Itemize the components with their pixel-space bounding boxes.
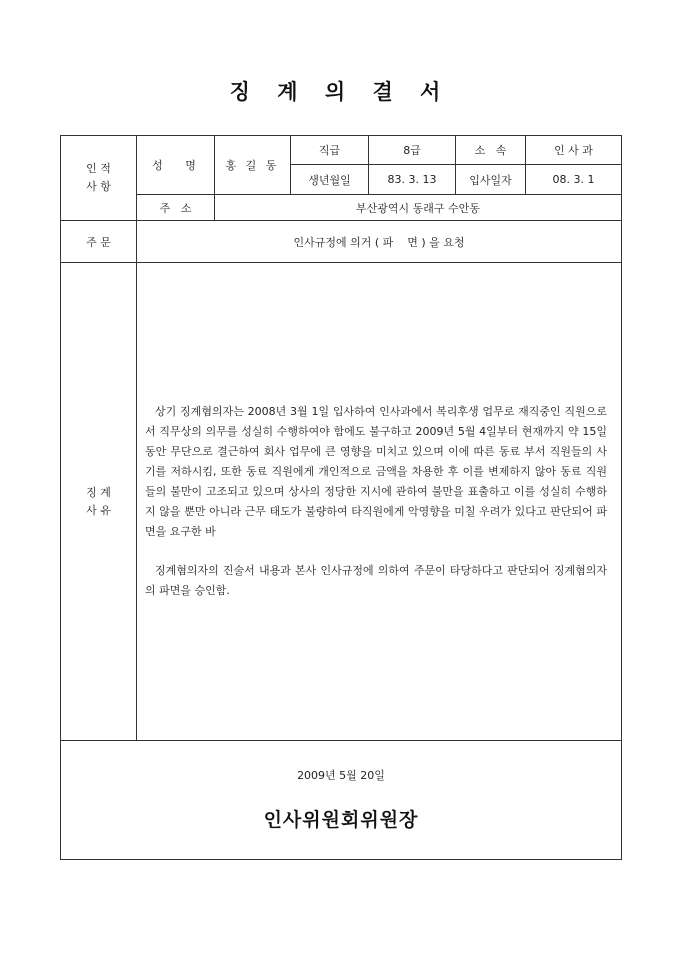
reason-label: 징 계 사 유 [61,263,137,741]
order-label: 주 문 [61,221,137,263]
reason-body [137,263,622,741]
name-value: 홍 길 동 [215,136,291,195]
reason-paragraph: 상기 징계혐의자는 2008년 3월 1일 입사하여 인사과에서 복리후생 업무로 재직중인 직원으로서 직무상의 의무를 성실히 수행하여야 함에도 불구하고 2009년 5월 4일부터 현재까지 약 15일 동안 무단으로 결근하여 회사 업무에 큰 영향을 미치고 있으며 이에 따른 동료 부서 직원들의 사기를 저하시킴, 또한 동료 직원에게 개인적으로 금액을 차용한 후 이를 변제하지 않아 동료 직원들의 불만이 고조되고 있으며 상사의 정당한 지시에 관하여 불만을 표출하고 이를 성실히 수행하지 않을 뿐만 아니라 근무 태도가 불량하여 타직원에게 악영향을 미칠 우려가 있다고 판단되어 파면을 요구한 바 [145,405,607,538]
signature-block [61,741,622,860]
birthdate-label: 생년월일 [291,165,369,195]
personal-section-label: 인 적 사 항 [61,136,137,221]
reason-paragraph: 징계혐의자의 진술서 내용과 본사 인사규정에 의하여 주문이 타당하다고 판단되어 징계혐의자의 파면을 승인함. [145,564,607,597]
grade-value: 8급 [369,136,456,165]
name-label: 성 명 [137,136,215,195]
address-label: 주 소 [137,195,215,221]
disciplinary-form-table [60,135,622,860]
department-value: 인 사 과 [526,136,622,165]
reason-text-block [137,402,621,601]
join-date-label: 입사일자 [456,165,526,195]
join-date-value: 08. 3. 1 [526,165,622,195]
decision-date: 2009년 5월 20일 [297,769,385,782]
order-text: 인사규정에 의거 ( 파 면 ) 을 요청 [137,221,622,263]
committee-chair: 인사위원회위원장 [263,809,419,831]
grade-label: 직급 [291,136,369,165]
address-value: 부산광역시 동래구 수안동 [215,195,622,221]
document-title: 징 계 의 결 서 [229,79,451,104]
department-label: 소 속 [456,136,526,165]
birthdate-value: 83. 3. 13 [369,165,456,195]
